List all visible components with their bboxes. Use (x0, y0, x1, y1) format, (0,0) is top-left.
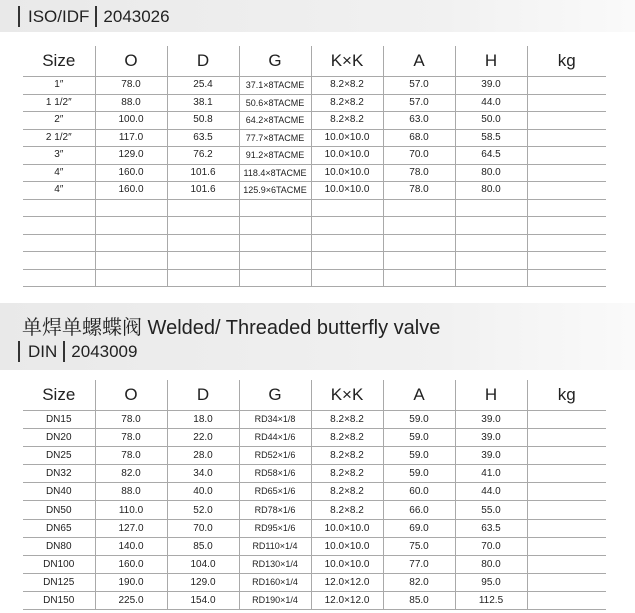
table-cell: 129.0 (167, 573, 239, 591)
column-header: K×K (311, 380, 383, 411)
table-cell (527, 199, 606, 217)
table-row (23, 112, 606, 130)
table-cell (527, 447, 606, 465)
table-cell (311, 199, 383, 217)
section1-standard-label (18, 6, 170, 27)
table-cell (167, 252, 239, 270)
table-cell: 63.0 (383, 112, 455, 130)
table-cell: 57.0 (383, 77, 455, 95)
table-cell (23, 217, 95, 235)
table-cell (167, 217, 239, 235)
standard-name: DIN (28, 341, 58, 361)
table-cell: 50.8 (167, 112, 239, 130)
table-cell: 59.0 (383, 411, 455, 429)
table-cell: 39.0 (455, 77, 527, 95)
table-cell (527, 147, 606, 165)
table-cell: RD130×1/4 (239, 555, 311, 573)
table-cell: 4″ (23, 164, 95, 182)
table-cell: 80.0 (455, 182, 527, 200)
table-cell (95, 269, 167, 287)
table-cell: 76.2 (167, 147, 239, 165)
table-cell: 70.0 (167, 519, 239, 537)
table-cell (311, 217, 383, 235)
table-cell: 40.0 (167, 483, 239, 501)
table-row (23, 483, 606, 501)
table-cell: RD190×1/4 (239, 591, 311, 609)
table-row (23, 199, 606, 217)
table-cell (527, 217, 606, 235)
table-cell: 160.0 (95, 555, 167, 573)
table-cell: DN25 (23, 447, 95, 465)
table-cell (527, 537, 606, 555)
column-header: A (383, 380, 455, 411)
table-cell: 1″ (23, 77, 95, 95)
table-cell: 70.0 (383, 147, 455, 165)
table-cell: DN32 (23, 465, 95, 483)
table-cell (527, 573, 606, 591)
table-cell: 88.0 (95, 94, 167, 112)
table-cell: 8.2×8.2 (311, 465, 383, 483)
table-cell (527, 483, 606, 501)
table-cell (23, 199, 95, 217)
table-cell: 82.0 (383, 573, 455, 591)
table-cell: 55.0 (455, 501, 527, 519)
table-cell (455, 252, 527, 270)
table-cell: 25.4 (167, 77, 239, 95)
table-cell: 44.0 (455, 483, 527, 501)
table-cell: 10.0×10.0 (311, 164, 383, 182)
table-cell: 78.0 (95, 411, 167, 429)
table-cell: DN100 (23, 555, 95, 573)
table-cell: 77.0 (383, 555, 455, 573)
table-cell: 88.0 (95, 483, 167, 501)
column-header: A (383, 46, 455, 77)
table-row (23, 555, 606, 573)
table-cell: 117.0 (95, 129, 167, 147)
table-cell: RD34×1/8 (239, 411, 311, 429)
table-cell: 4″ (23, 182, 95, 200)
table-cell: 8.2×8.2 (311, 94, 383, 112)
table-cell: RD110×1/4 (239, 537, 311, 555)
standard-name: ISO/IDF (28, 6, 90, 26)
table-cell: 101.6 (167, 164, 239, 182)
table-cell: DN125 (23, 573, 95, 591)
table-cell: 12.0×12.0 (311, 591, 383, 609)
table-header-row (23, 46, 606, 77)
table-cell: 66.0 (383, 501, 455, 519)
table-cell (527, 465, 606, 483)
table-cell (527, 269, 606, 287)
table-cell (311, 269, 383, 287)
table-cell: 63.5 (455, 519, 527, 537)
table-row (23, 147, 606, 165)
table-cell: 68.0 (383, 129, 455, 147)
table-cell (239, 217, 311, 235)
table-cell: 52.0 (167, 501, 239, 519)
table-cell: 118.4×8TACME (239, 164, 311, 182)
column-header: kg (527, 46, 606, 77)
table-cell: 140.0 (95, 537, 167, 555)
product-code: 2043009 (71, 341, 138, 361)
table-cell: 10.0×10.0 (311, 537, 383, 555)
table-cell: 18.0 (167, 411, 239, 429)
table-cell (23, 252, 95, 270)
table-cell (527, 252, 606, 270)
table-body (23, 411, 606, 610)
table-cell: 2″ (23, 112, 95, 130)
table-cell: 78.0 (383, 164, 455, 182)
table-cell: 110.0 (95, 501, 167, 519)
table-cell (383, 252, 455, 270)
table-cell: 75.0 (383, 537, 455, 555)
table-cell (527, 429, 606, 447)
table-cell (455, 199, 527, 217)
column-header: H (455, 46, 527, 77)
table-cell: 41.0 (455, 465, 527, 483)
table-cell: RD160×1/4 (239, 573, 311, 591)
table-cell: 50.0 (455, 112, 527, 130)
table-row (23, 429, 606, 447)
table-body (23, 77, 606, 287)
table-cell: 8.2×8.2 (311, 447, 383, 465)
table-cell (527, 501, 606, 519)
table-row (23, 447, 606, 465)
column-header: D (167, 380, 239, 411)
column-header: G (239, 46, 311, 77)
table-cell: 38.1 (167, 94, 239, 112)
table-row (23, 234, 606, 252)
table-cell (527, 411, 606, 429)
column-header: Size (23, 380, 95, 411)
table-row (23, 94, 606, 112)
table-row (23, 519, 606, 537)
table-row (23, 573, 606, 591)
table-cell (95, 199, 167, 217)
table-row (23, 182, 606, 200)
table-cell: 78.0 (95, 447, 167, 465)
table-cell: 104.0 (167, 555, 239, 573)
table-cell: 59.0 (383, 465, 455, 483)
table-cell: 22.0 (167, 429, 239, 447)
table-cell (239, 269, 311, 287)
spec-table-din (23, 380, 606, 610)
table-cell: 95.0 (455, 573, 527, 591)
table-cell: 10.0×10.0 (311, 519, 383, 537)
table-row (23, 77, 606, 95)
column-header: O (95, 380, 167, 411)
table-cell: 64.5 (455, 147, 527, 165)
table-cell (95, 234, 167, 252)
table-cell (167, 234, 239, 252)
table-cell: DN20 (23, 429, 95, 447)
table-cell: 78.0 (383, 182, 455, 200)
table-cell: 8.2×8.2 (311, 429, 383, 447)
table-cell: 154.0 (167, 591, 239, 609)
table-cell: 2 1/2″ (23, 129, 95, 147)
table-cell: 59.0 (383, 429, 455, 447)
table-cell: 8.2×8.2 (311, 411, 383, 429)
table-cell: 50.6×8TACME (239, 94, 311, 112)
table-cell: 160.0 (95, 182, 167, 200)
table-cell: 80.0 (455, 555, 527, 573)
table-cell: RD44×1/6 (239, 429, 311, 447)
table-cell: 78.0 (95, 77, 167, 95)
table-cell (311, 234, 383, 252)
table-cell: 69.0 (383, 519, 455, 537)
table-cell: RD65×1/6 (239, 483, 311, 501)
table-cell (527, 77, 606, 95)
table-header-row (23, 380, 606, 411)
table-cell (527, 591, 606, 609)
table-cell: RD52×1/6 (239, 447, 311, 465)
table-row (23, 269, 606, 287)
table-cell: DN65 (23, 519, 95, 537)
table-cell (455, 269, 527, 287)
table-cell: 37.1×8TACME (239, 77, 311, 95)
table-cell (527, 129, 606, 147)
table-cell: 70.0 (455, 537, 527, 555)
table-cell: 82.0 (95, 465, 167, 483)
table-cell (527, 519, 606, 537)
table-cell: RD95×1/6 (239, 519, 311, 537)
table-cell (23, 269, 95, 287)
column-header: G (239, 380, 311, 411)
table-cell (167, 269, 239, 287)
table-cell: 10.0×10.0 (311, 147, 383, 165)
table-cell: 39.0 (455, 447, 527, 465)
table-row (23, 252, 606, 270)
table-cell (383, 217, 455, 235)
table-cell: DN50 (23, 501, 95, 519)
table-cell: 80.0 (455, 164, 527, 182)
table-cell (239, 252, 311, 270)
table-cell: 77.7×8TACME (239, 129, 311, 147)
table-cell: 60.0 (383, 483, 455, 501)
table-cell (239, 199, 311, 217)
table-cell: 8.2×8.2 (311, 501, 383, 519)
table-cell: 1 1/2″ (23, 94, 95, 112)
table-cell (383, 199, 455, 217)
table-cell (383, 234, 455, 252)
table-cell: 10.0×10.0 (311, 182, 383, 200)
table-cell (95, 217, 167, 235)
table-cell: 225.0 (95, 591, 167, 609)
table-row (23, 465, 606, 483)
table-cell (167, 199, 239, 217)
column-header: K×K (311, 46, 383, 77)
table-cell (527, 182, 606, 200)
table-cell: 44.0 (455, 94, 527, 112)
table-cell: 10.0×10.0 (311, 129, 383, 147)
table-cell: 112.5 (455, 591, 527, 609)
table-cell (239, 234, 311, 252)
table-cell: 160.0 (95, 164, 167, 182)
table-cell: 101.6 (167, 182, 239, 200)
table-row (23, 164, 606, 182)
table-cell: 125.9×6TACME (239, 182, 311, 200)
table-cell: 190.0 (95, 573, 167, 591)
table-cell: 64.2×8TACME (239, 112, 311, 130)
table-cell: 39.0 (455, 411, 527, 429)
table-cell: 57.0 (383, 94, 455, 112)
column-header: Size (23, 46, 95, 77)
section2-standard-label (18, 341, 137, 362)
table-row (23, 501, 606, 519)
table-cell: 129.0 (95, 147, 167, 165)
table-cell: DN80 (23, 537, 95, 555)
table-cell: 85.0 (383, 591, 455, 609)
table-cell: 100.0 (95, 112, 167, 130)
table-cell: 8.2×8.2 (311, 112, 383, 130)
product-code: 2043026 (103, 6, 170, 26)
table-cell: 28.0 (167, 447, 239, 465)
table-cell: 127.0 (95, 519, 167, 537)
table-cell (527, 555, 606, 573)
table-row (23, 537, 606, 555)
column-header: H (455, 380, 527, 411)
table-cell (383, 269, 455, 287)
table-cell: 59.0 (383, 447, 455, 465)
table-cell: 63.5 (167, 129, 239, 147)
table-cell: 8.2×8.2 (311, 483, 383, 501)
table-cell: RD78×1/6 (239, 501, 311, 519)
table-cell: 39.0 (455, 429, 527, 447)
table-row (23, 591, 606, 609)
table-row (23, 411, 606, 429)
table-cell: 10.0×10.0 (311, 555, 383, 573)
table-cell: 91.2×8TACME (239, 147, 311, 165)
table-cell (527, 164, 606, 182)
column-header: O (95, 46, 167, 77)
table-cell (95, 252, 167, 270)
table-cell (311, 252, 383, 270)
table-cell (23, 234, 95, 252)
table-cell: DN150 (23, 591, 95, 609)
table-cell: 12.0×12.0 (311, 573, 383, 591)
table-cell: RD58×1/6 (239, 465, 311, 483)
table-cell (455, 234, 527, 252)
table-cell: 8.2×8.2 (311, 77, 383, 95)
table-cell: DN40 (23, 483, 95, 501)
section-title: 单焊单螺蝶阀 Welded/ Threaded butterfly valve (22, 317, 441, 339)
table-cell: 58.5 (455, 129, 527, 147)
table-cell: 34.0 (167, 465, 239, 483)
table-cell (527, 94, 606, 112)
column-header: D (167, 46, 239, 77)
table-cell (527, 234, 606, 252)
table-cell: DN15 (23, 411, 95, 429)
table-cell: 3″ (23, 147, 95, 165)
table-cell (527, 112, 606, 130)
table-row (23, 129, 606, 147)
table-cell: 85.0 (167, 537, 239, 555)
table-row (23, 217, 606, 235)
spec-table-iso (23, 46, 606, 287)
table-cell (455, 217, 527, 235)
table-cell: 78.0 (95, 429, 167, 447)
column-header: kg (527, 380, 606, 411)
